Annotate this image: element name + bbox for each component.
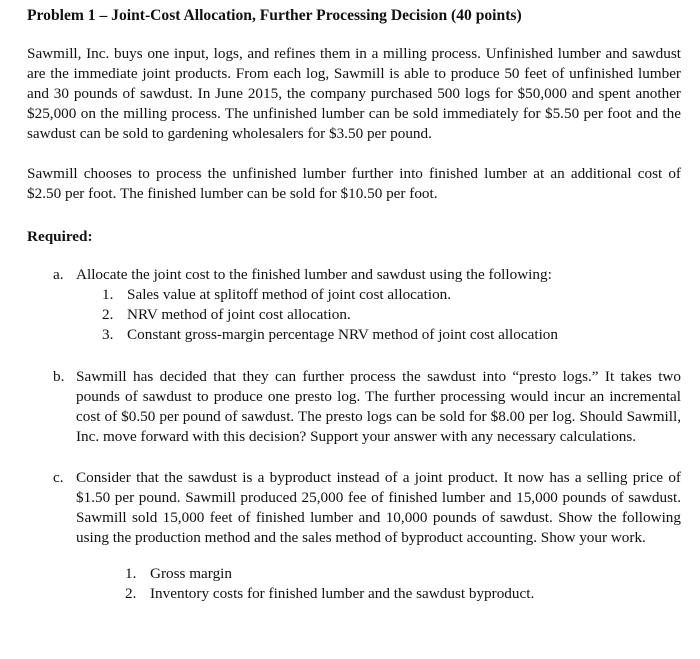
list-item-number: 1. bbox=[125, 565, 137, 582]
problem-document bbox=[27, 6, 681, 604]
list-item-number: 1. bbox=[102, 286, 114, 303]
part-a-marker: a. bbox=[53, 266, 64, 283]
list-item-text: Constant gross-margin percentage NRV method of joint cost allocation bbox=[127, 326, 558, 343]
part-c-requirements-list bbox=[101, 564, 681, 604]
part-b-marker: b. bbox=[53, 368, 65, 385]
list-item bbox=[102, 305, 681, 325]
part-c bbox=[53, 468, 681, 548]
list-item-text: Gross margin bbox=[150, 565, 232, 582]
list-item bbox=[102, 285, 681, 305]
problem-title: Problem 1 – Joint-Cost Allocation, Further Processing Decision (40 points) bbox=[27, 7, 522, 24]
part-a-methods-list bbox=[27, 285, 681, 345]
list-item-number: 2. bbox=[125, 585, 137, 602]
further-processing-paragraph: Sawmill chooses to process the unfinished lumber further into finished lumber at an additional cost of $2.50 per foot. The finished lumber can be sold for $10.50 per foot. bbox=[27, 165, 681, 202]
scenario-paragraph: Sawmill, Inc. buys one input, logs, and refines them in a milling process. Unfinished lumber and sawdust are the immediate joint products. From each log, Sawmill is able to produce 50 feet of unfinished lumber and 30 pounds of sawdust. In June 2015, the company purchased 500 logs for $50,000 and spent another $25,000 on the milling process. The unfinished lumber can be sold immediately for $5.50 per foot and the sawdust can be sold to gardening wholesalers for $3.50 per pound. bbox=[27, 45, 681, 142]
list-item bbox=[102, 325, 681, 345]
list-item-text: Sales value at splitoff method of joint cost allocation. bbox=[127, 286, 452, 303]
part-b bbox=[53, 367, 681, 447]
list-item-text: Inventory costs for finished lumber and the sawdust byproduct. bbox=[150, 585, 535, 602]
part-a bbox=[53, 265, 681, 285]
part-a-text: Allocate the joint cost to the finished lumber and sawdust using the following: bbox=[76, 266, 552, 283]
required-heading: Required: bbox=[27, 228, 93, 245]
part-c-marker: c. bbox=[53, 469, 64, 486]
list-item-number: 3. bbox=[102, 326, 114, 343]
part-c-text: Consider that the sawdust is a byproduct instead of a joint product. It now has a selling price of $1.50 per pound. Sawmill produced 25,000 fee of finished lumber and 15,000 pounds of sawdust. Sawmill sold 15,000 feet of finished lumber and 10,000 pounds of sawdust. Show the following using the production method and the sales method of byproduct accounting. Show your work. bbox=[76, 469, 681, 546]
list-item bbox=[125, 564, 681, 584]
list-item-number: 2. bbox=[102, 306, 114, 323]
part-b-text: Sawmill has decided that they can further process the sawdust into “presto logs.” It takes two pounds of sawdust to produce one presto log. The further processing would incur an incremental cost of $0.50 per pound of sawdust. The presto logs can be sold for $8.00 per log. Should Sawmill, Inc. move forward with this decision? Support your answer with any necessary calculations. bbox=[76, 368, 681, 445]
list-item bbox=[125, 584, 681, 604]
list-item-text: NRV method of joint cost allocation. bbox=[127, 306, 351, 323]
